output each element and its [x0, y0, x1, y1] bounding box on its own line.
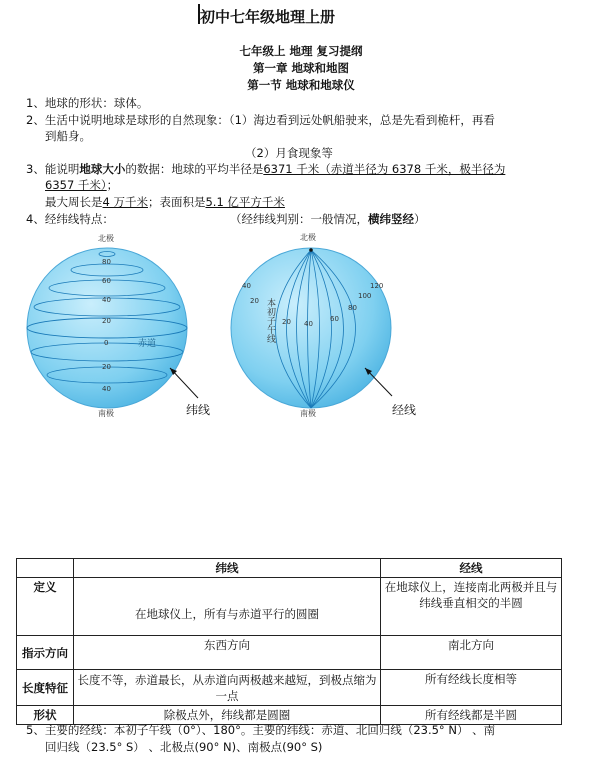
- lat-label: 20: [102, 317, 111, 325]
- table-cell: 东西方向: [74, 636, 381, 670]
- document-title: 初中七年级地理上册: [200, 8, 336, 26]
- table-header-row: [17, 559, 562, 578]
- item-2-line3: （2）月食现象等: [245, 146, 333, 160]
- table-cell: 在地球仪上，连接南北两极并且与纬线垂直相交的半圆: [381, 578, 562, 636]
- row-label: 定义: [17, 578, 74, 636]
- lat-label: 40: [102, 296, 111, 304]
- north-pole-dot: [309, 248, 313, 252]
- item-5-line2: 回归线（23.5° S） 、北极点(90° N)、南极点(90° S): [45, 740, 323, 754]
- outline-heading: 七年级上 地理 复习提纲: [239, 44, 363, 58]
- lat-label: 80: [102, 258, 111, 266]
- item-2-line2: 到船身。: [45, 129, 91, 143]
- table-cell: 所有经线长度相等: [381, 670, 562, 706]
- item-4-note: （经纬线判别：一般情况，横纬竖经）: [230, 212, 426, 226]
- lon-label: 20: [282, 318, 291, 326]
- table-header-cell: [17, 559, 74, 578]
- latitude-caption: 纬线: [186, 403, 211, 417]
- table-cell: 所有经线都是半圆: [381, 706, 562, 725]
- table-row: [17, 636, 562, 670]
- row-label: 长度特征: [17, 670, 74, 706]
- table-row: [17, 578, 562, 636]
- item-5-line1: 5、主要的经线：本初子午线（0°）、180°。主要的纬线：赤道、北回归线（23.5° N） 、南: [26, 723, 496, 737]
- longitude-caption: 经线: [392, 403, 417, 417]
- item-1: 1、地球的形状：球体。: [26, 96, 149, 110]
- row-label: 形状: [17, 706, 74, 725]
- south-pole-label: 南极: [300, 409, 316, 418]
- lon-label: 40: [242, 282, 251, 290]
- section-heading: 第一节 地球和地球仪: [247, 78, 355, 92]
- table-row: [17, 670, 562, 706]
- comparison-table: [16, 558, 562, 725]
- lon-label: 20: [250, 297, 259, 305]
- item-2-line1: 2、生活中说明地球是球形的自然现象：（1）海边看到远处帆船驶来，总是先看到桅杆，再看: [26, 113, 495, 127]
- row-label: 指示方向: [17, 636, 74, 670]
- lat-label: 0: [104, 339, 109, 347]
- south-pole-label: 南极: [98, 409, 114, 418]
- equator-label: 赤道: [138, 339, 157, 349]
- chapter-heading: 第一章 地球和地图: [252, 61, 349, 75]
- table-cell: 在地球仪上，所有与赤道平行的圆圈: [74, 578, 381, 636]
- item-3-line3: 最大周长是4 万千米；表面积是5.1 亿平方千米: [45, 195, 285, 209]
- longitude-globe-figure: [220, 228, 440, 428]
- item-3-line2: 6357 千米）；: [45, 178, 119, 192]
- north-pole-label: 北极: [300, 233, 316, 242]
- lat-label: 40: [102, 385, 111, 393]
- latitude-globe-figure: [20, 228, 230, 428]
- table-header-cell: 纬线: [74, 559, 381, 578]
- item-3-line1: 3、能说明地球大小的数据：地球的平均半径是6371 千米（赤道半径为 6378 千米，极半径为: [26, 162, 506, 176]
- lon-label: 60: [330, 315, 339, 323]
- globe-sphere: [231, 248, 391, 408]
- table-cell: 长度不等，赤道最长，从赤道向两极越来越短，到极点缩为一点: [74, 670, 381, 706]
- prime-meridian-label: 本初子午线: [265, 298, 275, 343]
- north-pole-label: 北极: [98, 234, 114, 243]
- lat-label: 60: [102, 277, 111, 285]
- lon-label: 100: [358, 292, 372, 300]
- table-header-cell: 经线: [381, 559, 562, 578]
- table-cell: 南北方向: [381, 636, 562, 670]
- lon-label: 40: [304, 320, 313, 328]
- globe-sphere: [27, 248, 187, 408]
- item-4: 4、经纬线特点：: [26, 212, 114, 226]
- lon-label: 80: [348, 304, 357, 312]
- lat-label: 20: [102, 363, 111, 371]
- lon-label: 120: [370, 282, 384, 290]
- table-cell: 除极点外，纬线都是圆圈: [74, 706, 381, 725]
